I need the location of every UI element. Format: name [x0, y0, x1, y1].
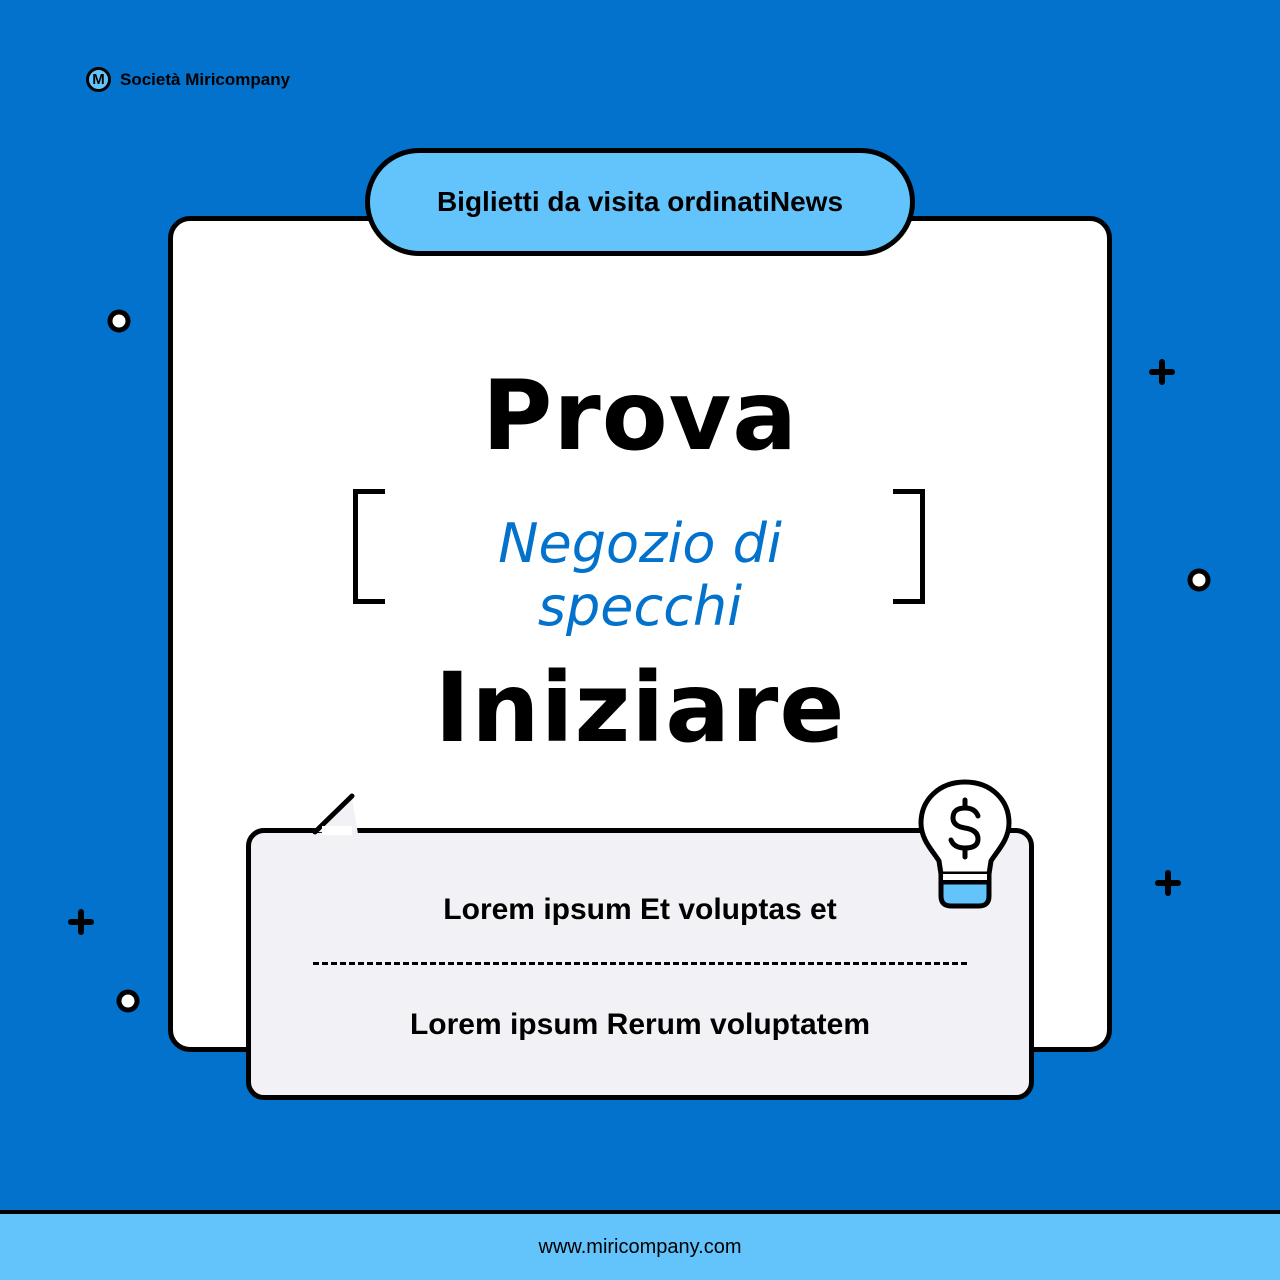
bubble-line-2: Lorem ipsum Rerum voluptatem — [409, 1008, 871, 1041]
headline-top: Prova — [481, 360, 798, 472]
script-subtitle: Negozio di specchi — [498, 512, 782, 638]
footer-bar — [0, 1210, 1280, 1280]
footer-url[interactable]: www.miricompany.com — [538, 1235, 742, 1258]
bubble-line-1: Lorem ipsum Et voluptas et — [443, 893, 837, 926]
brand-name: Società Miricompany — [120, 69, 291, 89]
logo-icon: M — [86, 67, 111, 92]
tab-label: Biglietti da visita ordinatiNews — [436, 186, 844, 217]
dashed-divider — [313, 962, 967, 965]
headline-bottom: Iniziare — [434, 652, 846, 764]
